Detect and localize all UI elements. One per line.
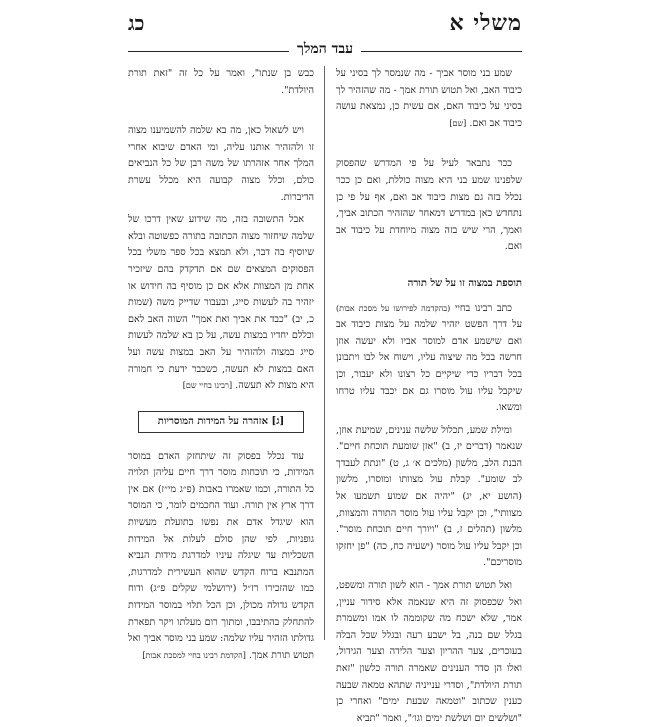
- commentary-title: עבד המלך: [289, 41, 361, 58]
- source-citation: (בהקדמה לפירושו על מסכת אבות): [336, 303, 451, 313]
- paragraph: ומילת שמע, תכלול שלשה ענינים, שמיעת אוזן, שנאמר (דברים יז, ב) "אזן שומעת תוכחת חיים". הבנת הלב, מלשון (מלכים א׳ ג, ט) "ונתת לעבדך לב שומע". קבלת עול מצוותו ומוסרו, מלשון (הושע יא, יג) "יהיה אם שמוע תשמעו אל מצוותי", וכן יקבל עליו עול מוסר התורה והמצוות, מלשון (תהלים ז, ב) "ויורך חיים תוכחת מוסר". וכן יקבל עליו עול מוסר (ישעיה כח, כה) "פן יחזקו מוסריכם".: [336, 424, 522, 569]
- page-number: כג: [128, 10, 145, 35]
- commentary-header: [128, 40, 522, 62]
- source-citation: [הקדמת רבינו בחיי למסכת אבות]: [142, 650, 246, 660]
- book-title: משלי א: [449, 10, 522, 36]
- spacer: [336, 262, 522, 270]
- right-column: [336, 66, 522, 724]
- column-divider: [324, 66, 325, 640]
- section-subheading: תוספת במצוה זו על של תורה: [407, 277, 522, 289]
- paragraph: כבש בן שנתו", ואמר על כל זה "זאת תורת היולדת".: [128, 68, 314, 96]
- spacer: [336, 138, 522, 156]
- paragraph-text: עוד נכלל בפסוק זה שיתחזק האדם במוסר המידות, כי תוכחות מוסר דרך חיים עליהן תלויה כל התורה, וכמו שאמרו באבות (פ״ג מי״ז) אם אין דרך ארץ אין תורה. ועוד החכמים לומר, כי המוסר הוא שיגדל אדם את נפשו בתועלת מעשיות גופניות, לפי שהן סולם לעלות אל המידות השכליות עד שיגלה עיניו למדרגת מידות הנביא המתנבא ברוח הקדש שהוא העשירית למדרגות, כמו שהזכירו רז״ל (ירושלמי שקלים פ״ג) ודוח הקדש גדולה מכולן, וכן הכל תלוי במוסר המידות להתחלק בהתיבבו, ומתוך רום מעלתו ויקר תפארת גדולתו הזהיר עליו שלמה: שמע בני מוסר אביך ואל תטוש תורת אמך.: [128, 450, 314, 661]
- section-heading-box: [ג] אזהרה על המידות המוסריות: [138, 411, 304, 433]
- paragraph: [336, 66, 522, 132]
- paragraph-text: על דרך הפשט יזהיר שלמה על מצות כיבוד אב ואם שישמע אדם למוסר אביו ולא יעשה אוזן חרשה בכל מה שיצוה עליו, וישוח אל לבו ויתבונן בכל דבריו כדי שיקיים כל רצונו ולא יעבור, וכן שיקבל עליו עול מוסרו גם אם יכבד עליו טרחו ומשאו.: [336, 319, 522, 414]
- paragraph-intro: כתב רבינו בחיי: [454, 302, 512, 314]
- paragraph: ככר נתבאר לעיל על פי המדרש שהפסוק שלפנינו שמע בני היא מצוה כוללת, ואם כן ככר נכלל בזה גם מצות כיבוד אב ואם, אף על פי כן נתחדש כאן במדרש דמאחר שהזהיר הכתוב אביך, ואמך, הרי שיש בזה מצוה מיוחדת על כיבוד אב ואם.: [336, 158, 522, 253]
- running-head: [128, 8, 522, 38]
- source-citation: [רבינו בחיי שם]: [182, 381, 233, 391]
- paragraph: [336, 301, 522, 417]
- paragraph-text: אבל התשובה בזה, מה שידוע שאין דרכו של שלמה שיחזור מצוה הכתובה בתורה כפשוטה ובלא שיוסיף בה דבר, ולא תמצא בכל ספר משלי בכל הפסוקים המצאים שם אם תדקדק בהם שיזכיר אחת מן המצוות אלא אם כן מוסיף בה חידוש או יזהיר בה לעשות סייג, ובעבור שדייק משה (שמות כ, יב) "כבד את אביך ואת אמך" השוה האב לאם וכללם יחדיו במצות עשה, על כן בא שלמה לעשות סייג במצוה ולהזהיר על האב במצות עשה ועל האם במצות לא תעשה, כשכבר ידעת כי חמורה היא מצות לא תעשה.: [128, 214, 314, 392]
- left-column: [128, 66, 314, 661]
- source-citation: [שם]: [449, 118, 467, 128]
- paragraph: [128, 449, 314, 665]
- paragraph-text: שמע בני מוסר אביך - מה שנמסר לך בסיני על כיבוד האב, ואל תטוש תורת אמך - מה שהזהיר לך בסיני על כיבוד האם, אם עשית כן, נמצאת עושה כיבוד אב ואם.: [336, 68, 522, 129]
- paragraph: ויש לשאול כאן, מה בא שלמה להשמיענו מצוה זו ולהזהיר אותנו עליה, ומי האדם שיבוא אחרי המלך אחר אזהרתו של משה רבן של כל הנביאים כולם, וכלל מצוה קבועה היא מכלל עשרת הדיברות.: [128, 125, 314, 203]
- spacer: [128, 105, 314, 123]
- paragraph: ואל תטוש תורת אמך - הוא לשון תורה ומשפט, ואל שכפסוק זה היא שנאמה אלא סידור עניין, אמר, שלא ישכח מה שקוממה לו אמו ומשמרת בגלל שם בנה, בל ישבע רעה ובגלל שכל הבלה בעוכרים, צער ההריון וצער הלידה וצער הגידול, ואלו הן סדר הענינים שאמרה תורה כלשון "זאת תורת היולדת", וסדרי ענייניה שתהא טמאה שבעה כענין שכתוב "וטמאה שבעת ימים" ואחרי כן "ושלשים יום ושלשת ימים וגו׳", ואמר "תביא: [336, 580, 522, 724]
- paragraph: [128, 212, 314, 395]
